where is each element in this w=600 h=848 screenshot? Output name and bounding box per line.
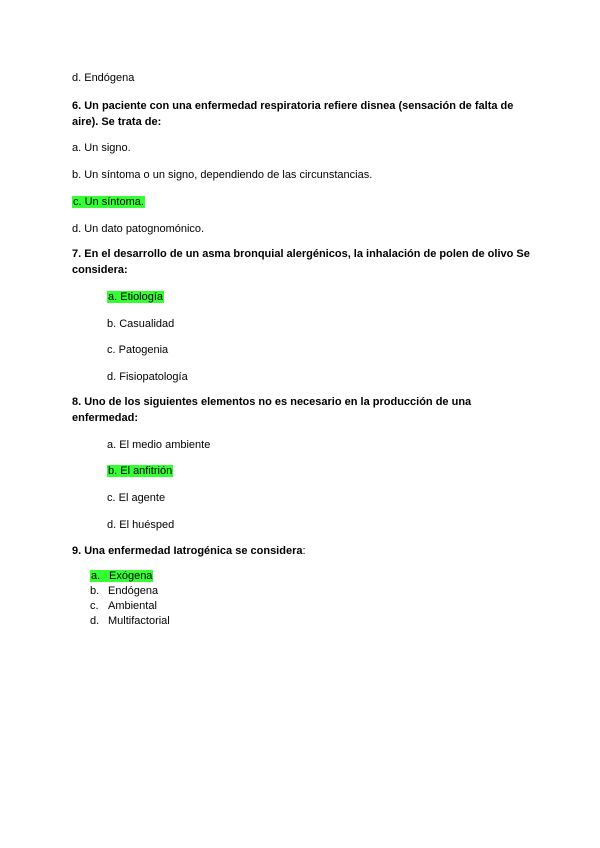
q9-question-colon: : — [302, 545, 306, 557]
q9-option-d — [90, 614, 170, 629]
q7-question: 7. En el desarrollo de un asma bronquial alergénicos, la inhalación de polen de olivo Se considera: — [72, 248, 530, 276]
q8-question: 8. Uno de los siguientes elementos no es necesario en la producción de una enfermedad: — [72, 396, 472, 424]
q9-option-c-text: Ambiental — [108, 600, 157, 612]
q9-option-d-text: Multifactorial — [108, 615, 170, 627]
q9-option-a-text: Exógena — [109, 570, 153, 582]
q9-marker-c: c. — [90, 600, 99, 612]
q9-option-b — [90, 584, 170, 599]
q6-option-d: d. Un dato patognomónico. — [72, 223, 205, 235]
q6-option-c-highlight: c. Un síntoma. — [73, 196, 144, 208]
q8-option-a: a. El medio ambiente — [107, 439, 211, 451]
q6-option-a: a. Un signo. — [72, 142, 131, 154]
q8-option-d: d. El huésped — [107, 519, 175, 531]
q8-option-b-highlight: b. El anfitrión — [108, 465, 173, 477]
q7-option-a-highlight: a. Etiología — [108, 291, 164, 303]
q9-option-a — [90, 569, 170, 584]
q6-question: 6. Un paciente con una enfermedad respiratoria refiere disnea (sensación de falta de aire). Se trata de: — [72, 100, 514, 128]
q7-option-c: c. Patogenia — [107, 344, 169, 356]
q6-option-c — [72, 195, 145, 209]
q9-question-bold: 9. Una enfermedad Iatrogénica se considera — [72, 545, 303, 557]
q7-option-b: b. Casualidad — [107, 318, 175, 330]
q9-options-list — [90, 569, 170, 629]
q9-option-a-highlight — [90, 570, 153, 582]
q8-option-b — [107, 464, 173, 478]
q7-option-a — [107, 290, 164, 304]
q9-marker-d: d. — [90, 615, 100, 627]
q9-marker-b: b. — [90, 585, 100, 597]
q7-option-d: d. Fisiopatología — [107, 371, 188, 383]
q9-option-c — [90, 599, 170, 614]
q9-question — [72, 544, 306, 558]
q9-option-b-text: Endógena — [108, 585, 159, 597]
q8-option-c: c. El agente — [107, 492, 166, 504]
q6-option-b: b. Un síntoma o un signo, dependiendo de las circunstancias. — [72, 169, 373, 181]
q9-marker-a: a. — [91, 570, 101, 582]
q5-option-d: d. Endógena — [72, 72, 135, 84]
